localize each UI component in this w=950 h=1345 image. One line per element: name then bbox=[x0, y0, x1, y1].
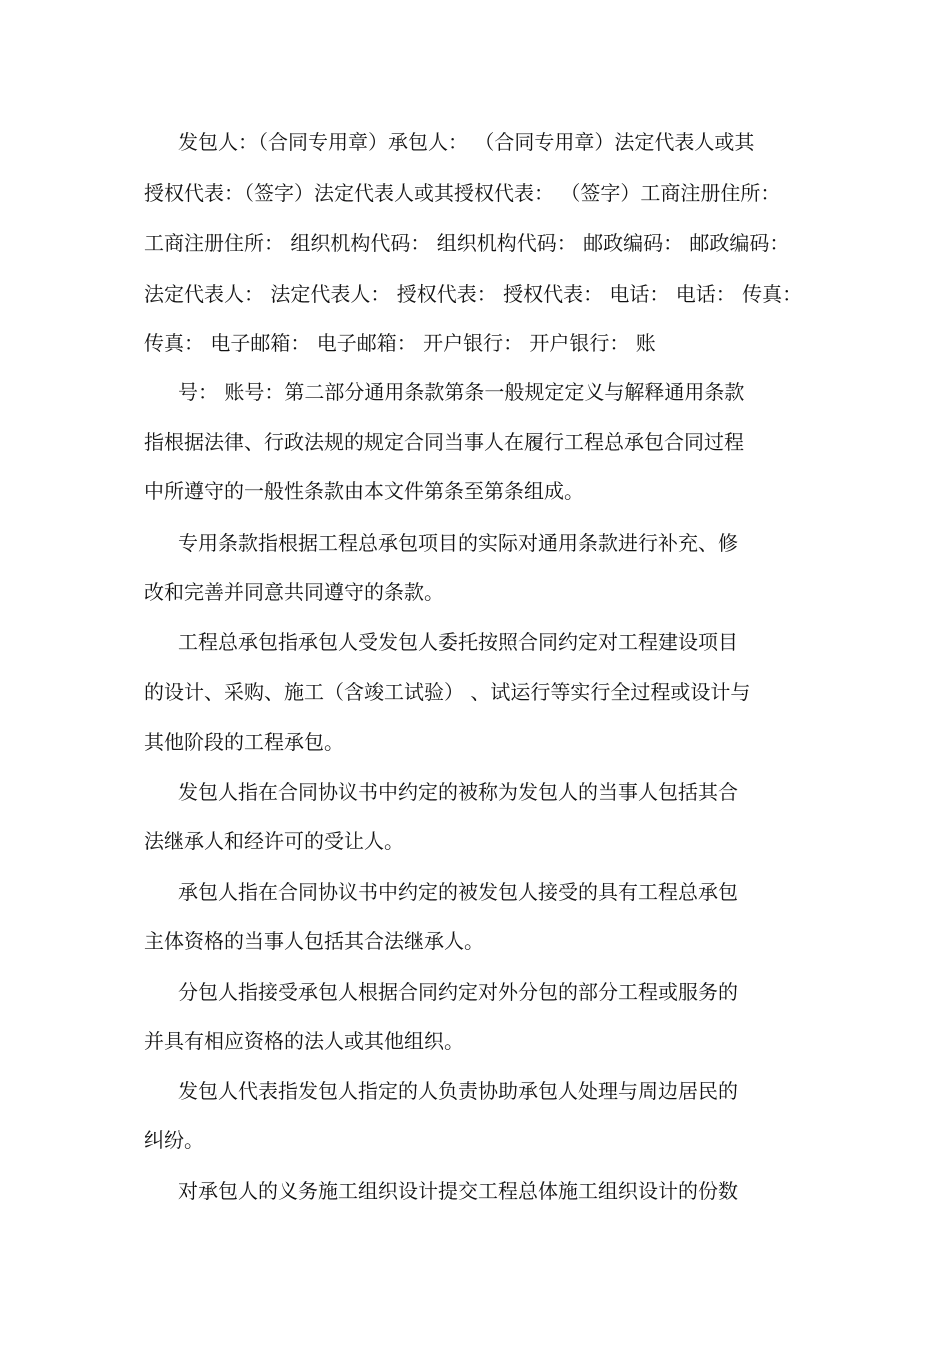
text-line: 分包人指接受承包人根据合同约定对外分包的部分工程或服务的 bbox=[178, 980, 738, 1004]
text-line: 中所遵守的一般性条款由本文件第条至第条组成。 bbox=[144, 479, 584, 503]
text-line: 授权代表：（签字）法定代表人或其授权代表： （签字）工商注册住所： bbox=[144, 181, 781, 205]
text-line: 发包人指在合同协议书中约定的被称为发包人的当事人包括其合 bbox=[178, 780, 738, 804]
text-line: 号： 账号：第二部分通用条款第条一般规定定义与解释通用条款 bbox=[178, 380, 745, 404]
text-line: 纠纷。 bbox=[144, 1128, 204, 1152]
text-line: 工程总承包指承包人受发包人委托按照合同约定对工程建设项目 bbox=[178, 630, 738, 654]
text-line: 主体资格的当事人包括其合法继承人。 bbox=[144, 929, 484, 953]
text-line: 承包人指在合同协议书中约定的被发包人接受的具有工程总承包 bbox=[178, 880, 738, 904]
text-line: 传真： 电子邮箱： 电子邮箱： 开户银行： 开户银行： 账 bbox=[144, 331, 656, 355]
text-line: 工商注册住所： 组织机构代码： 组织机构代码： 邮政编码： 邮政编码： bbox=[144, 231, 790, 255]
text-line: 法继承人和经许可的受让人。 bbox=[144, 829, 404, 853]
text-line: 改和完善并同意共同遵守的条款。 bbox=[144, 580, 444, 604]
text-line: 的设计、采购、施工（含竣工试验） 、试运行等实行全过程或设计与 bbox=[144, 680, 751, 704]
text-line: 发包人：（合同专用章）承包人： （合同专用章）法定代表人或其 bbox=[178, 130, 755, 154]
text-line: 其他阶段的工程承包。 bbox=[144, 730, 344, 754]
text-line: 发包人代表指发包人指定的人负责协助承包人处理与周边居民的 bbox=[178, 1079, 738, 1103]
text-line: 指根据法律、行政法规的规定合同当事人在履行工程总承包合同过程 bbox=[144, 430, 744, 454]
text-line: 法定代表人： 法定代表人： 授权代表： 授权代表： 电话： 电话： 传真： bbox=[144, 282, 803, 306]
text-line: 专用条款指根据工程总承包项目的实际对通用条款进行补充、修 bbox=[178, 531, 738, 555]
text-line: 对承包人的义务施工组织设计提交工程总体施工组织设计的份数 bbox=[178, 1179, 738, 1203]
text-line: 并具有相应资格的法人或其他组织。 bbox=[144, 1029, 464, 1053]
